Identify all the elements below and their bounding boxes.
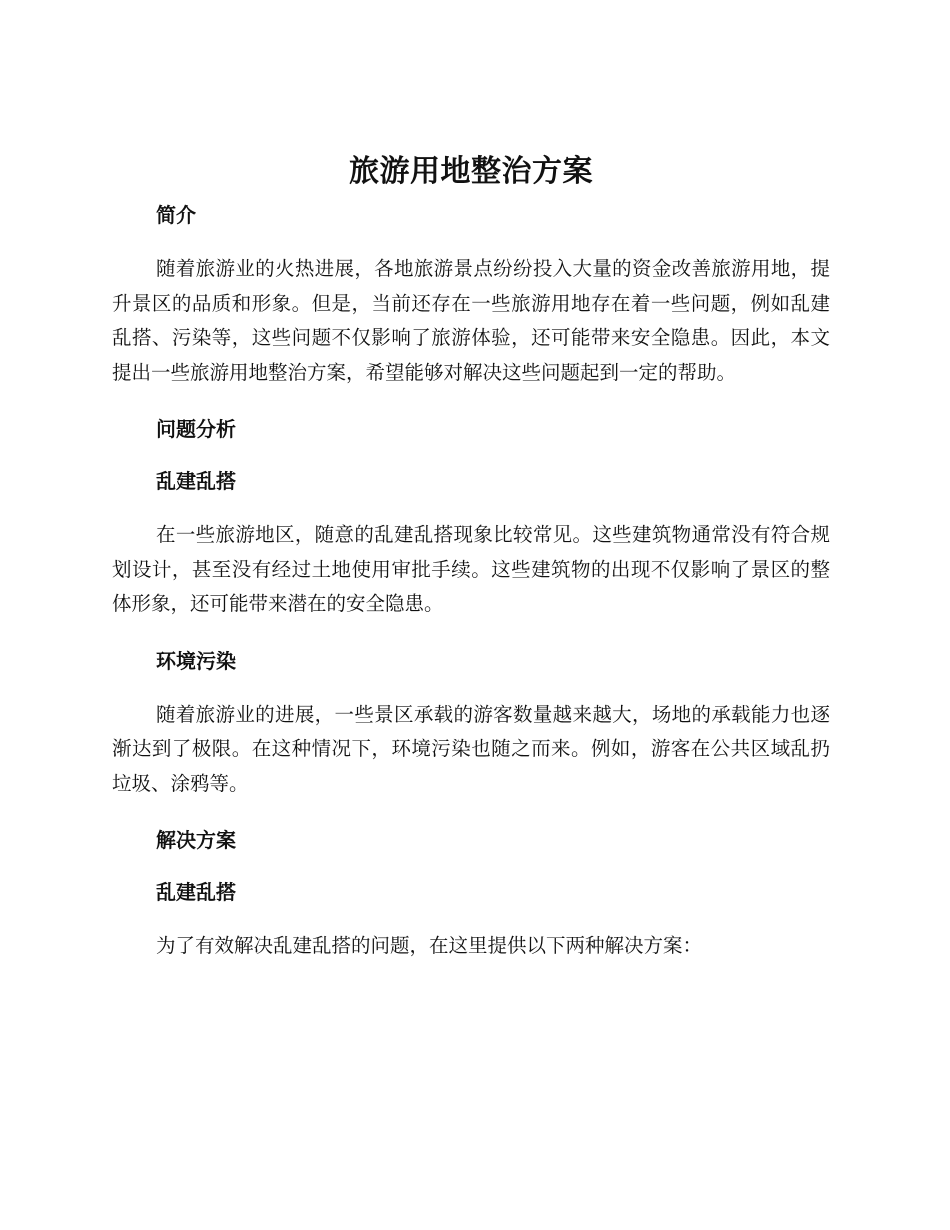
document-body bbox=[112, 150, 830, 964]
paragraph-illegal-construction: 在一些旅游地区，随意的乱建乱搭现象比较常见。这些建筑物通常没有符合规划设计，甚至没有经过土地使用审批手续。这些建筑物的出现不仅影响了景区的整体形象，还可能带来潜在的安全隐患。 bbox=[112, 523, 830, 615]
section-heading-problem-analysis: 问题分析 bbox=[156, 417, 236, 441]
paragraph-intro: 随着旅游业的火热进展，各地旅游景点纷纷投入大量的资金改善旅游用地，提升景区的品质和形象。但是，当前还存在一些旅游用地存在着一些问题，例如乱建乱搭、污染等，这些问题不仅影响了旅游体验，还可能带来安全隐患。因此，本文提出一些旅游用地整治方案，希望能够对解决这些问题起到一定的帮助。 bbox=[112, 257, 830, 384]
paragraph-environmental-pollution: 随着旅游业的进展，一些景区承载的游客数量越来越大，场地的承载能力也逐渐达到了极限。在这种情况下，环境污染也随之而来。例如，游客在公共区域乱扔垃圾、涂鸦等。 bbox=[112, 702, 830, 795]
section-heading-intro: 简介 bbox=[156, 203, 196, 227]
subheading-solution-illegal-construction: 乱建乱搭 bbox=[156, 880, 236, 904]
paragraph-solution-intro: 为了有效解决乱建乱搭的问题，在这里提供以下两种解决方案： bbox=[156, 934, 703, 957]
section-heading-solutions: 解决方案 bbox=[156, 828, 236, 852]
subheading-environmental-pollution: 环境污染 bbox=[156, 648, 236, 673]
subheading-illegal-construction: 乱建乱搭 bbox=[156, 469, 236, 493]
document-title: 旅游用地整治方案 bbox=[349, 154, 593, 189]
